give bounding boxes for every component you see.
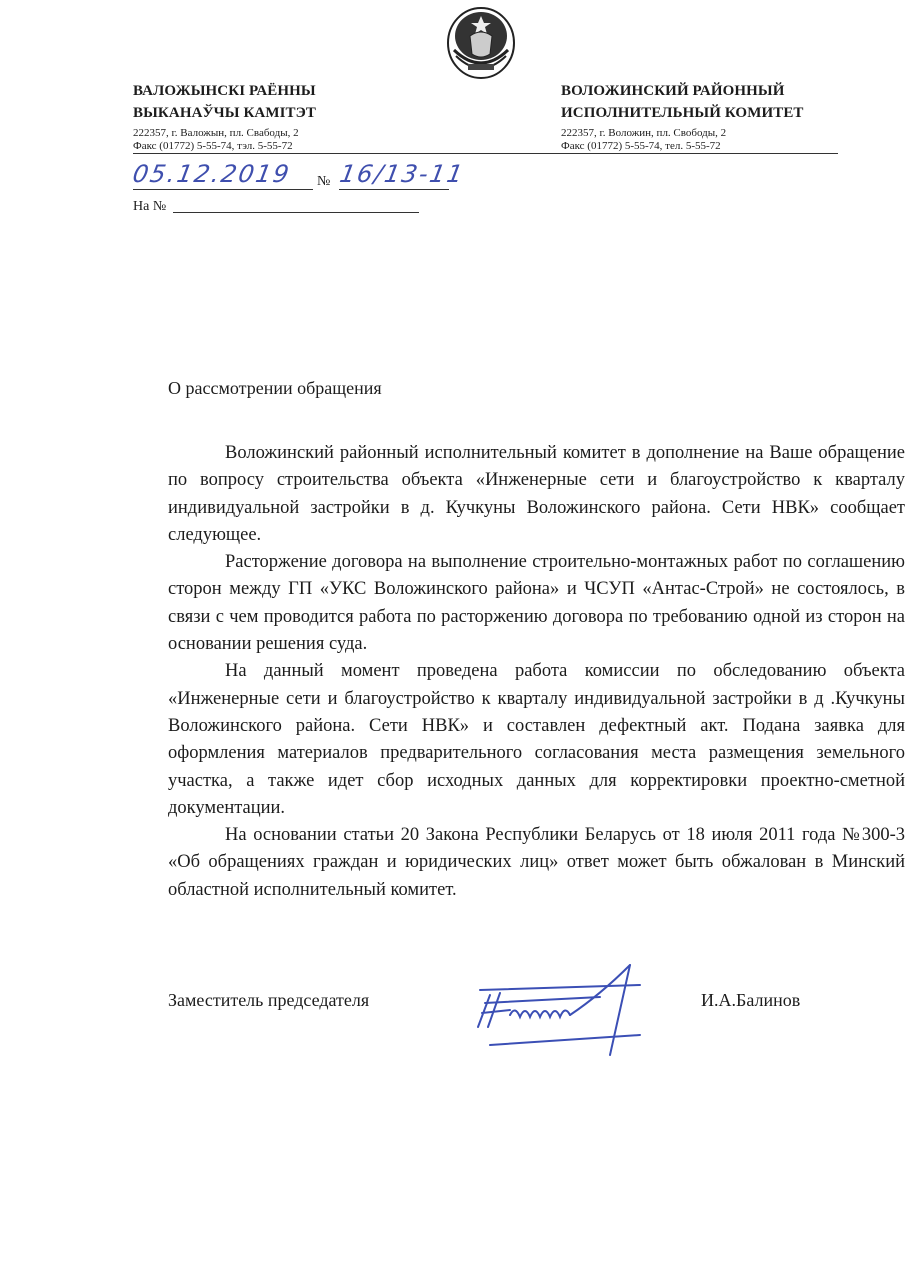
letter-body	[168, 440, 905, 904]
letter-subject: О рассмотрении обращения	[168, 378, 382, 398]
body-paragraph: Расторжение договора на выполнение строительно-монтажных работ по соглашению сторон между ГП «УКС Воложинского района» и ЧСУП «Антас-Строй» не состоялось, в связи с чем проводится работа по расторжению договора по требованию одной из сторон на основании решения суда.	[168, 552, 905, 655]
signatory-name: И.А.Балинов	[701, 990, 801, 1010]
org-address-ru: 222357, г. Воложин, пл. Свободы, 2	[561, 127, 727, 139]
body-paragraph: Воложинский районный исполнительный комитет в дополнение на Ваше обращение по вопросу строительства объекта «Инженерные сети и благоустройство к кварталу индивидуальной застройки в д. Кучкуны Воложинского района. Сети НВК» сообщает следующее.	[168, 443, 905, 545]
handwritten-signature	[470, 955, 660, 1065]
org-contacts-ru: Факс (01772) 5-55-74, тел. 5-55-72	[561, 140, 721, 152]
number-underline	[339, 189, 449, 190]
reply-to-underline	[173, 212, 419, 213]
date-underline	[133, 189, 313, 190]
org-name-line1-be: ВАЛОЖЫНСКІ РАЁННЫ	[133, 83, 316, 99]
registration-date: 05.12.2019	[130, 160, 293, 188]
body-paragraph: На данный момент проведена работа комиссии по обследованию объекта «Инженерные сети и благоустройство к кварталу индивидуальной застройки в д .Кучкуны Воложинского района. Сети НВК» и составлен дефектный акт. Подана заявка для оформления материалов предварительного согласования места размещения земельного участка, а также идет сбор исходных данных для корректировки проектно-сметной документации.	[168, 661, 905, 818]
number-label: №	[317, 174, 331, 189]
org-contacts-be: Факс (01772) 5-55-74, тэл. 5-55-72	[133, 140, 293, 152]
registration-number: 16/13-11	[337, 160, 467, 188]
org-name-line1-ru: ВОЛОЖИНСКИЙ РАЙОННЫЙ	[561, 83, 785, 99]
signatory-title: Заместитель председателя	[168, 990, 370, 1010]
letterhead-russian	[561, 80, 804, 153]
org-address-be: 222357, г. Валожын, пл. Свабоды, 2	[133, 127, 299, 139]
body-paragraph: На основании статьи 20 Закона Республики Беларусь от 18 июля 2011 года №300-3 «Об обращениях граждан и юридических лиц» ответ может быть обжалован в Минский областной исполнительный комитет.	[168, 825, 905, 900]
letterhead-belarusian	[133, 80, 316, 153]
org-name-line2-ru: ИСПОЛНИТЕЛЬНЫЙ КОМИТЕТ	[561, 105, 804, 121]
org-name-line2-be: ВЫКАНАЎЧЫ КАМІТЭТ	[133, 105, 317, 121]
coat-of-arms-emblem	[446, 6, 516, 80]
reply-to-label: На №	[133, 199, 167, 214]
header-divider	[133, 153, 838, 154]
